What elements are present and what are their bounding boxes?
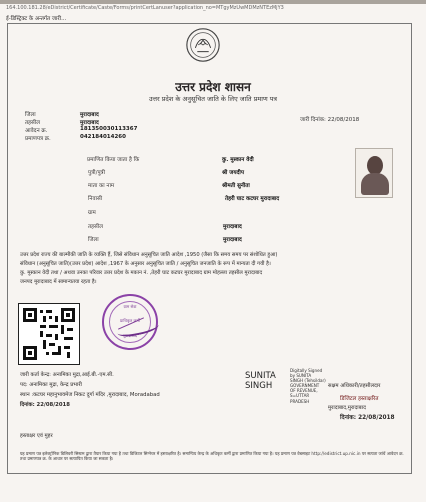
mother-label: माता का नाम — [88, 183, 115, 189]
digital-sign-name: SUNITA — [245, 371, 276, 381]
certificate-paragraph-line-4: जनपद मुरादाबाद में सामान्यतया रहता है। — [20, 279, 97, 285]
officer-date: दिनांक: 22/08/2018 — [340, 415, 395, 421]
seal-bottom-text: मुरादाबाद — [123, 333, 137, 338]
issue-date: जारी दिनांक: 22/08/2018 — [300, 117, 360, 123]
digital-signature-label: डिजिटल हस्ताक्षरित — [340, 396, 379, 402]
district-field-value: मुरादाबाद — [223, 237, 242, 243]
district-value: मुरादाबाद — [80, 112, 99, 118]
district-label: जिला — [25, 112, 36, 118]
village-label: ग्राम — [88, 210, 96, 216]
digital-sign-line-7: PRADESH — [290, 399, 310, 404]
certificate-paragraph-line-3: कु. मुस्कान वेदी तथा / अथवा उनका परिवार उत्तर प्रदेश के मकान नं. ,तेहरी घाट कटघर मुरादाबाद ग्राम मोहल्ला तहसील मुरादाबाद — [20, 270, 263, 276]
digital-sign-line-3: SINGH (Tehsildar) — [290, 378, 326, 383]
tehsil-label: तहसील — [25, 120, 40, 126]
digital-sign-line-2: by SUNITA — [290, 373, 312, 378]
digital-sign-line-4: GOVERNMENT — [290, 383, 320, 388]
seal-middle-text: प्राधिकृत कर्मी — [120, 318, 140, 323]
verification-disclaimer: यह प्रमाण पत्र इलेक्ट्रॉनिक डिलिवरी सिस्टम द्वारा तैयार किया गया है तथा डिजिटल सिग्नेचर में हस्ताक्षरित है। समान्यिय केन्द्र के अधिकृत कर्मी द्वारा प्रमाणित किया गया है। यह प्रमाण पत्र वेबसाइट http://edistrict.up.nic.in पर सत्यता जांचें आवेदन क्र. तथा प्रमाणपत्र क्र. के आधार पर सत्यापित किया जा सकता है। — [20, 451, 404, 462]
tehsil-field-value: मुरादाबाद — [223, 224, 242, 230]
mother-name: श्रीमती सुनीता — [222, 183, 250, 189]
applicant-name: कु. मुस्कान वेदी — [222, 157, 254, 163]
certificate-subtitle: उत्तर प्रदेश के अनुसूचित जाति के लिए जाति प्रमाण पत्र — [148, 95, 278, 103]
certificate-number-label: प्रमाणपत्र क्र. — [25, 136, 51, 142]
tehsil-value: मुरादाबाद — [80, 120, 99, 126]
father-name: श्री जयदीप — [222, 170, 244, 176]
officer-role: सक्षम अधिकारी/तहसीलदार — [328, 383, 381, 389]
digital-sign-line-5: OF REVENUE, — [290, 388, 318, 393]
district-field-label: जिला — [88, 237, 99, 243]
application-label: आवेदन क्र. — [25, 128, 48, 134]
issuing-center: जारी कर्ता केन्द्र: अनामिका मुद्रा,आई.बी.-एम.सी. — [20, 372, 114, 378]
digital-sign-line-6: S=UTTAR — [290, 393, 310, 398]
certificate-number: 042184014260 — [80, 134, 126, 140]
page-url: 164.100.181.28/eDistrict/Certificate/Caste/Forms/printCertLanuser?application_no=MTgyMzUwMDMzNTEzMjY3 — [6, 5, 284, 11]
certificate-copy-label: ई-डिस्ट्रिक्ट के अन्तर्गत जारी... — [6, 16, 67, 22]
qr-code — [18, 303, 80, 365]
tehsil-field-label: तहसील — [88, 224, 103, 230]
uttar-pradesh-emblem-icon — [184, 26, 222, 64]
applicant-photo — [355, 148, 393, 198]
issuer-date: दिनांक: 22/08/2018 — [20, 402, 70, 408]
application-number: 181350030113367 — [80, 126, 138, 132]
issuer-place: स्थान :कटघर महानुभावमेज निकट दुर्गा मंदिर ,मुरादाबाद, Moradabad — [20, 392, 160, 398]
digital-sign-line-1: Digitally Signed — [290, 368, 323, 373]
certificate-paragraph-line-2: संविधान (अनुसूचित जाति)(उत्तर प्रदेश) आदेश ,1967 के अनुसार अनुसूचित जाति / अनुसूचित जनजाति के रूप में मान्यता दी गयी है। — [20, 261, 271, 267]
resident-label: निवासी — [88, 196, 103, 202]
signature-and-seal-label: हस्ताक्षर एवं मुहर — [20, 433, 53, 439]
officer-location: मुरादाबाद,मुरादाबाद — [328, 405, 366, 411]
relation-label: पुत्री/पुत्री — [88, 170, 106, 176]
issuer-name: पद: अनामिका मुद्रा, केन्द्र प्रभारी — [20, 382, 82, 388]
seal-top-text: ग्राम सेवा — [123, 304, 137, 309]
certificate-page — [0, 4, 426, 502]
address-value: तेहरी घाट कटघर मुरादाबाद — [225, 196, 280, 202]
certificate-title: उत्तर प्रदेश शासन — [175, 80, 251, 94]
certificate-paragraph-line-1: उत्तर प्रदेश राज्य की बाल्मीकी जाति के व्यक्ति हैं, जिसे संविधान अनुसूचित जाति आदेश ,1950 (जैसा कि समय समय पर संशोधित हुआ) — [20, 252, 278, 258]
photo-body — [361, 173, 389, 195]
certify-label: प्रमाणित किया जाता है कि — [87, 157, 140, 163]
digital-sign-surname: SINGH — [245, 381, 273, 391]
